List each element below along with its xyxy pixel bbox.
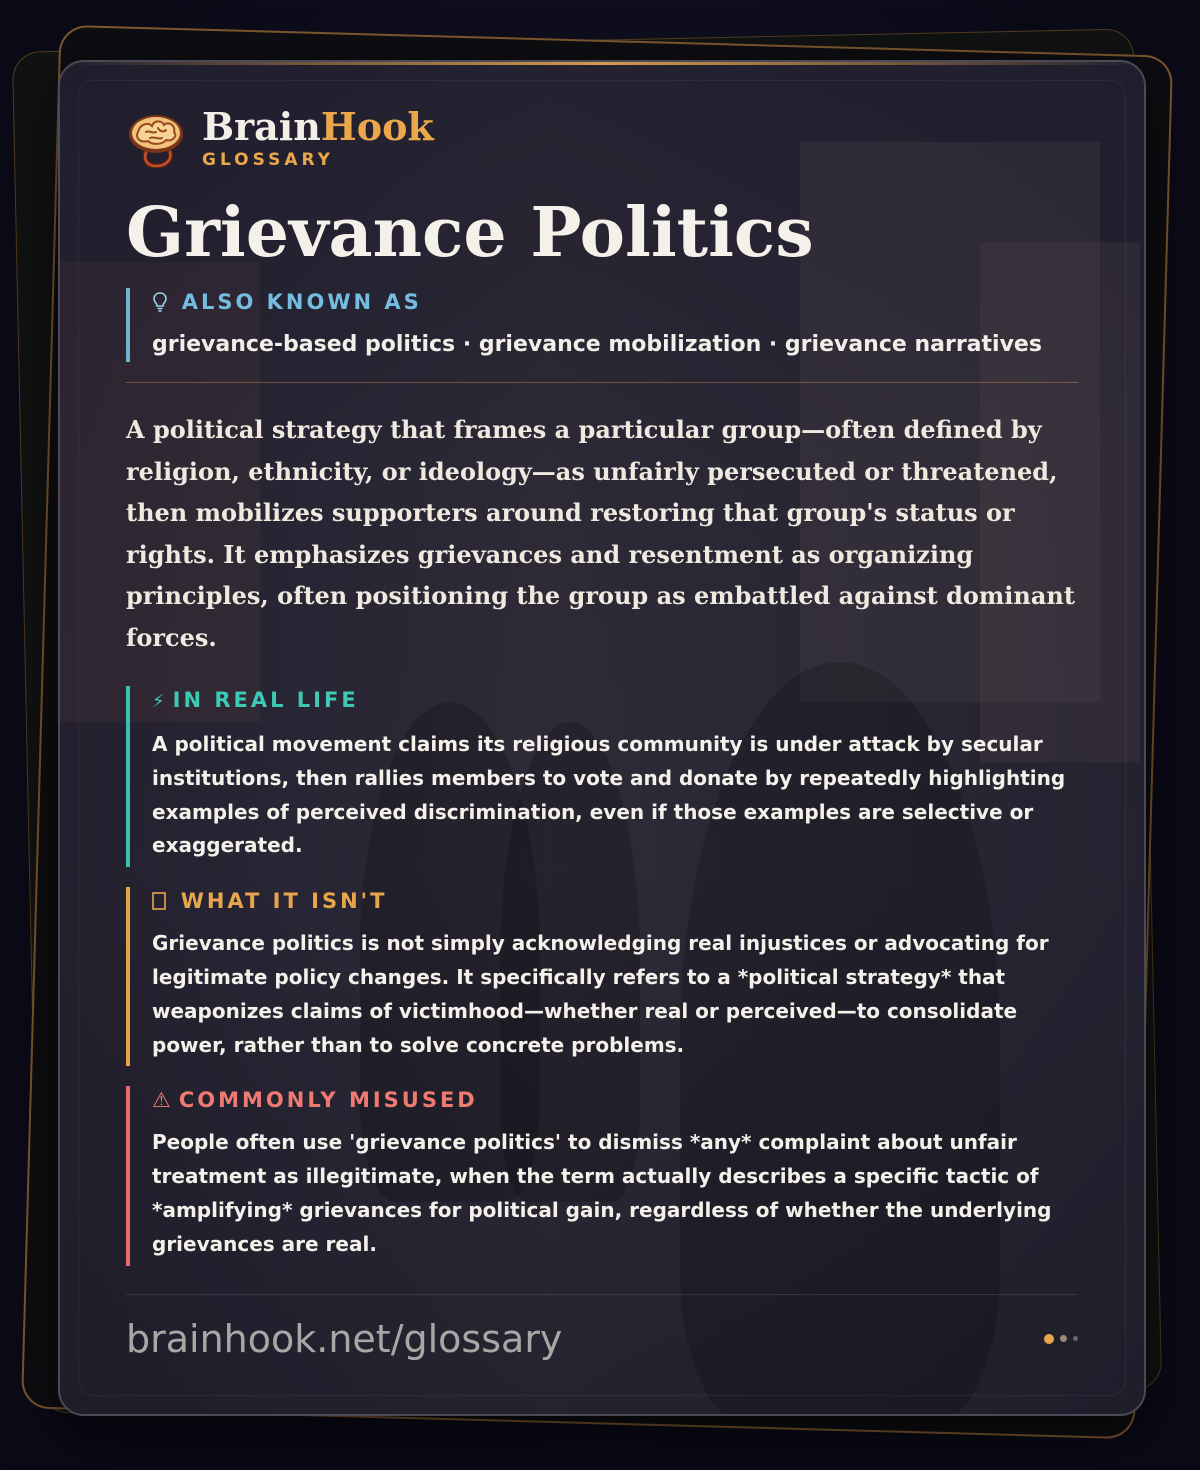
pagination-dots[interactable]	[1044, 1334, 1078, 1344]
brand-name	[202, 106, 434, 148]
card-top-accent	[60, 62, 1144, 65]
footer-divider	[126, 1294, 1078, 1295]
also-known-as-label-row	[152, 290, 1078, 316]
commonly-misused-section	[126, 1086, 1078, 1265]
in-real-life-section	[126, 686, 1078, 867]
commonly-misused-label-row	[152, 1088, 1078, 1112]
section-divider	[126, 382, 1078, 383]
lightbulb-icon	[152, 293, 174, 314]
what-it-isnt-text: Grievance politics is not simply acknowledging real injustices or advocating for legitimate policy changes. It specifically refers to a *political strategy* that weaponizes claims of victimhood—whether real or perceived—to consolidate power, rather than to solve concrete problems.	[152, 931, 1049, 1057]
commonly-misused-text: People often use 'grievance politics' to dismiss *any* complaint about unfair treatment as illegitimate, when the term actually describes a specific tactic of *amplifying* grievances for political gain, regardless of whether the underlying grievances are real.	[152, 1130, 1052, 1256]
brain-hook-icon	[126, 108, 186, 168]
term-title: Grievance Politics	[126, 193, 814, 273]
glossary-card	[58, 60, 1146, 1416]
lightning-icon: ⚡	[152, 691, 165, 712]
warning-icon: ⚠	[152, 1088, 171, 1113]
brand-name-part1: Brain	[202, 104, 321, 149]
pagination-dot[interactable]	[1060, 1335, 1067, 1342]
card-content	[126, 102, 1078, 1361]
footer-url-link[interactable]: brainhook.net/glossary	[126, 1316, 563, 1361]
brand-name-part2: Hook	[320, 104, 434, 149]
commonly-misused-label: COMMONLY MISUSED	[178, 1088, 478, 1113]
pagination-dot[interactable]	[1073, 1336, 1078, 1341]
brand-header[interactable]	[126, 102, 1078, 174]
what-it-isnt-label-row	[152, 889, 1078, 913]
what-it-isnt-section	[126, 887, 1078, 1066]
also-known-as-text: grievance-based politics · grievance mobilization · grievance narratives	[152, 332, 1042, 357]
in-real-life-label: IN REAL LIFE	[172, 688, 359, 712]
brand-text	[202, 106, 434, 170]
also-known-as-label: ALSO KNOWN AS	[181, 290, 422, 314]
card-footer	[126, 1317, 1078, 1361]
in-real-life-label-row	[152, 688, 1078, 714]
what-it-isnt-label: WHAT IT ISN'T	[180, 889, 388, 914]
no-entry-icon	[152, 889, 173, 913]
pagination-dot-active[interactable]	[1044, 1334, 1054, 1344]
brand-subtitle: GLOSSARY	[202, 150, 334, 170]
also-known-as-section	[126, 288, 1078, 362]
in-real-life-text: A political movement claims its religious community is under attack by secular institutions, then rallies members to vote and donate by repeatedly highlighting examples of perceived discrimination, even if those examples are selective or exaggerated.	[152, 732, 1066, 858]
definition-text: A political strategy that frames a particular group—often defined by religion, ethnicity, or ideology—as unfairly persecuted or threatened, then mobilizes supporters around restoring that group's status or rights. It emphasizes grievances and resentment as organizing principles, often positioning the group as embattled against dominant forces.	[126, 415, 1075, 652]
